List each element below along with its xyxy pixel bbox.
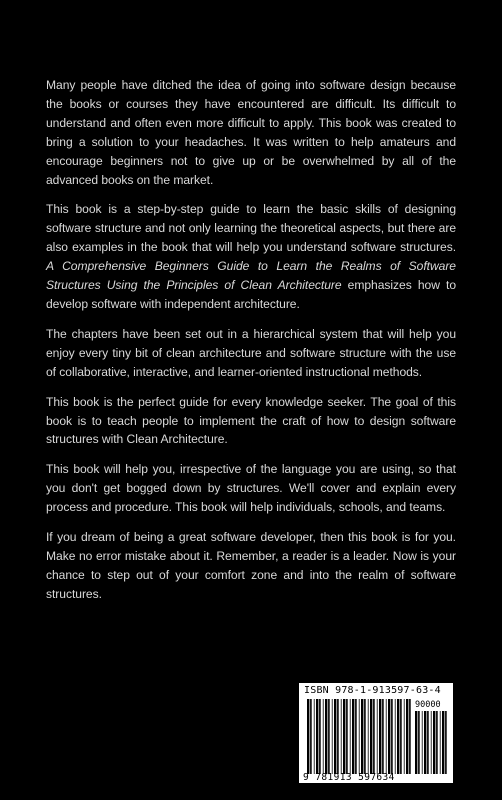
barcode-bar [386,699,387,774]
barcode-bar [370,699,372,774]
isbn-label: ISBN 978-1-913597-63-4 [304,685,441,696]
barcode-bar [373,699,375,774]
description-paragraph-4: This book is the perfect guide for every knowledge seeker. The goal of this book is to teach people to implement the craft of how to design software structures with Clean Architecture. [46,394,456,447]
barcode-bar [415,711,417,774]
barcode-bar [400,699,402,774]
barcode-bar [352,699,354,774]
description-paragraph-3: The chapters have been set out in a hierarchical system that will help you enjoy every tiny bit of clean architecture and software structure with the use of collaborative, interactive, and learner-oriented instructional methods. [46,326,456,379]
barcode-bar [359,699,360,774]
barcode-bar [445,711,447,774]
barcode-bar [382,699,384,774]
book-full-title: A Comprehensive Beginners Guide to Learn the Realms of Software Structures Using the Principles of Clean Architecture [46,259,456,293]
barcode-bar [316,699,318,774]
barcode-bar [436,711,438,774]
description-paragraph-5: This book will help you, irrespective of the language you are using, so that you don't get bogged down by structures. We'll cover and explain every process and procedure. This book will help individuals, schools, and teams. [46,462,456,515]
barcode-bar [397,699,399,774]
barcode-bar [377,699,378,774]
barcode-bar [355,699,357,774]
paragraph-2-intro: This book is a step-by-step guide to learn the basic skills of designing software structure and not only learning the theoretical aspects, but there are also examples in the book that will help you understand software structures. [46,202,456,255]
barcode-bar [406,699,408,774]
barcode-bar [404,699,405,774]
barcode-bar [337,699,339,774]
barcode-bar [418,711,420,774]
barcode-bar [368,699,369,774]
barcode-bar [323,699,324,774]
barcode-bar [388,699,390,774]
barcode-bar [409,699,411,774]
barcode-bar [442,711,444,774]
barcode-bar [325,699,327,774]
isbn-digits: 9 781913 597634 [303,772,395,783]
barcode-bar [332,699,333,774]
barcode-addon-bars [415,711,448,774]
barcode-bar [440,711,441,774]
barcode-bar [361,699,363,774]
book-description [46,76,456,615]
barcode-bar [328,699,330,774]
barcode-bar [319,699,321,774]
barcode-bar [343,699,345,774]
barcode-bar [431,711,432,774]
barcode-bar [310,699,312,774]
barcode-bar [433,711,435,774]
barcode-bar [379,699,381,774]
description-paragraph-6: If you dream of being a great software developer, then this book is for you. Make no error mistake about it. Remember, a reader is a leader. Now is your chance to step out of your comfort zone and into the realm of software structures. [46,530,456,601]
barcode-bar [395,699,396,774]
barcode-bar [314,699,315,774]
barcode-bar [364,699,366,774]
barcode-bar [341,699,342,774]
barcode-bar [346,699,348,774]
barcode-bar [391,699,393,774]
description-paragraph-1: Many people have ditched the idea of going into software design because the books or courses they have encountered are difficult. Its difficult to understand and often even more difficult to apply. This book was created to bring a solution to your headaches. It was written to help amateurs and encourage beginners not to give up or be overwhelmed by all of the advanced books on the market. [46,78,456,187]
price-code: 90000 [415,700,441,710]
paragraph-2-outro: emphasizes how to develop software with independent architecture. [46,278,457,311]
barcode-bar [422,711,423,774]
barcode-bar [427,711,429,774]
barcode-bar [334,699,336,774]
barcode-main-bars [307,699,413,774]
barcode-bar [424,711,426,774]
description-paragraph-2 [46,200,456,313]
barcode-bar [307,699,309,774]
barcode-bar [350,699,351,774]
